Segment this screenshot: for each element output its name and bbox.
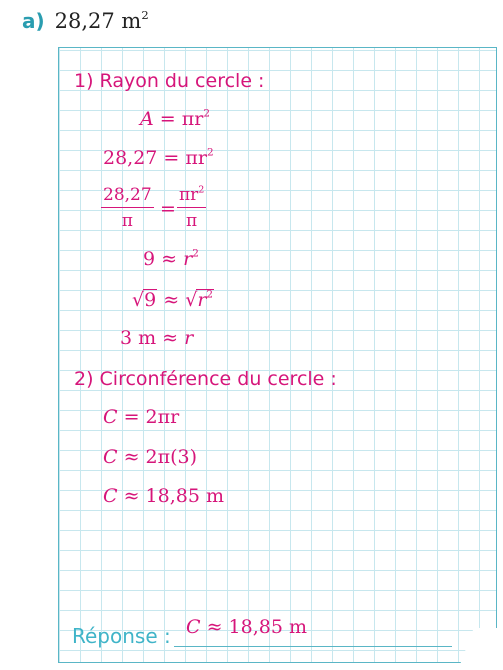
step2-line2: C ≈ 2π(3) xyxy=(103,446,198,468)
step1-line2: $28,27 = \pi r^2$ xyxy=(103,146,214,169)
answer-value: C ≈ 18,85 m xyxy=(186,616,307,638)
answer-label: Réponse : xyxy=(72,624,171,648)
graph-paper xyxy=(58,47,497,663)
fraction-left: $\frac{28,27}{\pi}$ xyxy=(103,185,152,231)
problem-header xyxy=(22,9,149,39)
step2-line1: C = 2πr xyxy=(103,406,180,428)
fraction-equals: = xyxy=(160,198,176,220)
step1-line6: 3 m ≈ r xyxy=(120,327,194,349)
problem-value: 28,27 $m^2$ xyxy=(54,7,149,33)
step2-line3: C ≈ 18,85 m xyxy=(103,485,224,507)
step1-line1: $A = \pi r^2$ xyxy=(140,107,210,130)
step1-line4: $9 \approx r^2$ xyxy=(143,247,199,270)
step1-title: 1) Rayon du cercle : xyxy=(74,70,265,92)
step2-title: 2) Circonférence du cercle : xyxy=(74,368,337,390)
answer-line xyxy=(174,646,452,647)
problem-letter: a) xyxy=(22,9,45,33)
step1-line5: $√9 \approx √r^2$ xyxy=(132,288,214,311)
fraction-right: $\frac{\pi r^2}{\pi}$ xyxy=(179,184,205,231)
